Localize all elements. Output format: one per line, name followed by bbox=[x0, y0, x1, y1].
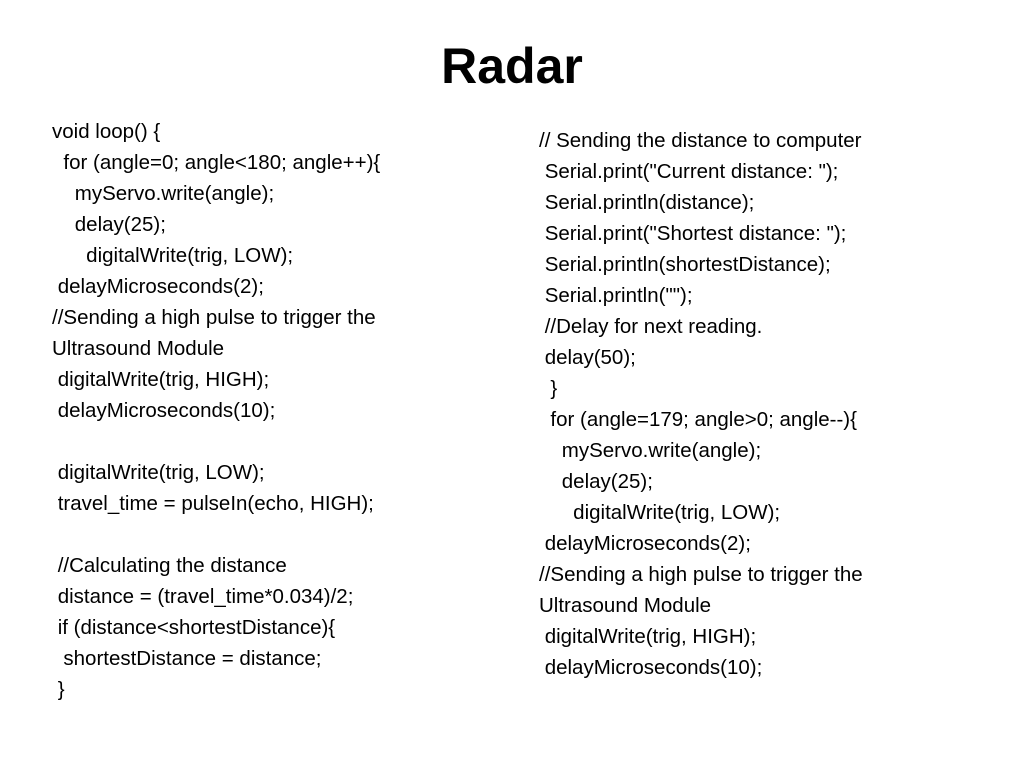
code-line: //Delay for next reading. bbox=[539, 315, 763, 338]
code-line: //Sending a high pulse to trigger the bbox=[52, 306, 376, 329]
code-line bbox=[52, 519, 492, 550]
code-line: Ultrasound Module bbox=[52, 337, 225, 360]
code-line: //Sending a high pulse to trigger the bbox=[539, 563, 863, 586]
code-line: Serial.println(shortestDistance); bbox=[539, 253, 831, 276]
code-line: digitalWrite(trig, LOW); bbox=[539, 501, 781, 524]
code-line: travel_time = pulseIn(echo, HIGH); bbox=[52, 492, 374, 515]
code-line: delay(50); bbox=[539, 346, 636, 369]
code-line: } bbox=[539, 377, 558, 400]
code-line: distance = (travel_time*0.034)/2; bbox=[52, 585, 354, 608]
code-line: Serial.print("Shortest distance: "); bbox=[539, 222, 847, 245]
code-line: digitalWrite(trig, LOW); bbox=[52, 461, 265, 484]
code-line: Serial.println(distance); bbox=[539, 191, 755, 214]
code-line: delayMicroseconds(10); bbox=[539, 656, 763, 679]
code-line: void loop() { bbox=[52, 120, 161, 143]
code-line: myServo.write(angle); bbox=[539, 439, 762, 462]
left-code-block bbox=[52, 116, 492, 705]
code-line: myServo.write(angle); bbox=[52, 182, 275, 205]
code-line: } bbox=[52, 678, 65, 701]
code-line: Serial.println(""); bbox=[539, 284, 693, 307]
code-line: for (angle=179; angle>0; angle--){ bbox=[539, 408, 857, 431]
code-line: // Sending the distance to computer bbox=[539, 129, 862, 152]
code-line: digitalWrite(trig, HIGH); bbox=[539, 625, 757, 648]
code-line: delayMicroseconds(10); bbox=[52, 399, 276, 422]
code-line: delay(25); bbox=[539, 470, 653, 493]
code-line: shortestDistance = distance; bbox=[52, 647, 322, 670]
code-line: delayMicroseconds(2); bbox=[52, 275, 264, 298]
slide-title: Radar bbox=[441, 38, 583, 94]
code-line: digitalWrite(trig, HIGH); bbox=[52, 368, 270, 391]
code-line: delayMicroseconds(2); bbox=[539, 532, 751, 555]
code-line: digitalWrite(trig, LOW); bbox=[52, 244, 294, 267]
right-code-block bbox=[539, 125, 1009, 683]
code-line: for (angle=0; angle<180; angle++){ bbox=[52, 151, 381, 174]
code-line: if (distance<shortestDistance){ bbox=[52, 616, 336, 639]
code-line: Ultrasound Module bbox=[539, 594, 712, 617]
code-line: //Calculating the distance bbox=[52, 554, 287, 577]
code-line: Serial.print("Current distance: "); bbox=[539, 160, 839, 183]
code-line bbox=[52, 426, 492, 457]
code-line: delay(25); bbox=[52, 213, 166, 236]
